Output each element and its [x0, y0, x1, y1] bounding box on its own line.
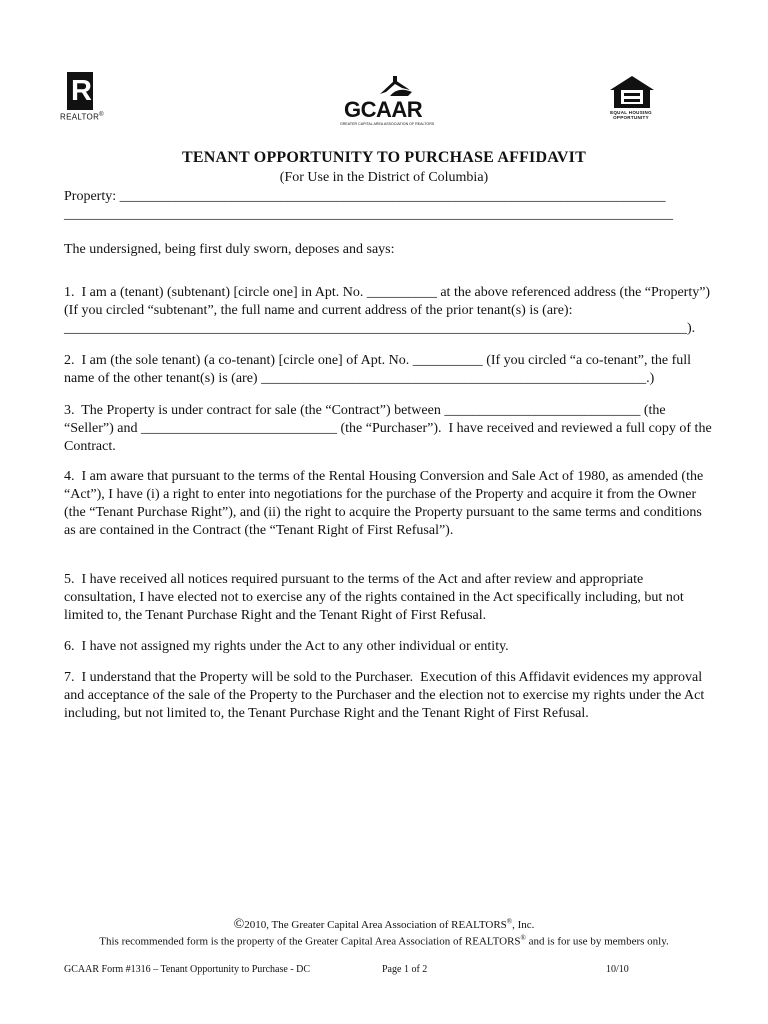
- property-field[interactable]: Property: ______________________________________________________________________________: [64, 189, 666, 204]
- gcaar-name: GCAAR: [344, 97, 423, 122]
- form-id: GCAAR Form #1316 – Tenant Opportunity to Purchase - DC: [64, 964, 311, 975]
- realtor-r-icon: R: [71, 75, 92, 107]
- intro-statement: The undersigned, being first duly sworn, deposes and says:: [64, 242, 395, 257]
- form-date: 10/10: [606, 964, 629, 975]
- equal-housing-logo: [607, 74, 657, 124]
- usage-notice: This recommended form is the property of the Greater Capital Area Association of REALTORS® and is for use by members only.: [99, 934, 669, 948]
- gcaar-tagline: GREATER CAPITAL AREA ASSOCIATION OF REALTORS: [340, 122, 435, 126]
- page-subtitle: (For Use in the District of Columbia): [279, 170, 489, 185]
- paragraph-3: 3. The Property is under contract for sale (the “Contract”) between ____________________________ (the “Seller”) and ____________________________ (the “Purchaser”). I have received and reviewed a full copy of the Contract.: [64, 403, 716, 454]
- equal-housing-label: EQUAL HOUSING OPPORTUNITY: [610, 110, 652, 120]
- page-title: TENANT OPPORTUNITY TO PURCHASE AFFIDAVIT: [182, 149, 586, 166]
- copyright-symbol: ©: [233, 917, 245, 932]
- equal-housing-icon: [607, 74, 657, 110]
- paragraph-2: 2. I am (the sole tenant) (a co-tenant) [circle one] of Apt. No. __________ (If you circled “a co-tenant”, the full name of the other tenant(s) is (are) _______________________________________________________.): [64, 353, 695, 386]
- paragraph-5: 5. I have received all notices required pursuant to the terms of the Act and after review and appropriate consultation, I have elected not to exercise any of the rights contained in the Act specifically including, but not limited to, the Tenant Purchase Right and the Tenant Right of First Refusal.: [64, 572, 688, 623]
- paragraph-4: 4. I am aware that pursuant to the terms of the Rental Housing Conversion and Sale Act of 1980, as amended (the “Act”), I have (i) a right to enter into negotiations for the purchase of the Property and acquire it from the Owner (the “Tenant Purchase Right”), and (ii) the right to acquire the Property pursuant to the same terms and conditions as are contained in the Contract (the “Tenant Right of First Refusal”).: [64, 469, 707, 538]
- paragraph-7: 7. I understand that the Property will be sold to the Purchaser. Execution of this Affidavit evidences my approval and acceptance of the sale of the Property to the Purchaser and the election not to exercise my rights under the Act including, but not limited to, the Tenant Purchase Right and the Tenant Right of First Refusal.: [64, 670, 708, 721]
- paragraph-1: 1. I am a (tenant) (subtenant) [circle one] in Apt. No. __________ at the above referenced address (the “Property”) (If you circled “subtenant”, the full name and current address of the prior tenant(s) is (are): _________________________________________________________________________________________).: [64, 285, 714, 336]
- realtor-label: REALTOR®: [60, 112, 104, 122]
- copyright-notice: ©2010, The Greater Capital Area Association of REALTORS®, Inc.: [233, 917, 535, 932]
- realtor-logo: [60, 72, 110, 126]
- property-field-continued[interactable]: _______________________________________________________________________________________: [64, 207, 673, 222]
- gcaar-logo: [340, 74, 440, 130]
- page-number: Page 1 of 2: [382, 964, 428, 975]
- paragraph-6: 6. I have not assigned my rights under the Act to any other individual or entity.: [64, 639, 509, 654]
